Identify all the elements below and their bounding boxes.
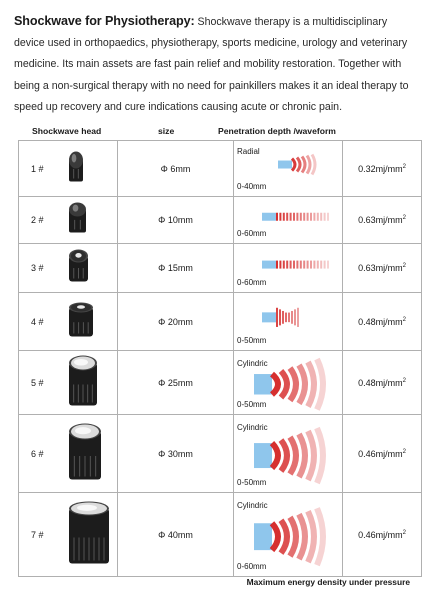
penetration-depth: 0-60mm — [237, 229, 267, 238]
shockwave-head-image — [67, 499, 111, 570]
penetration-depth: 0-60mm — [237, 562, 267, 571]
energy-density: $0.46mj/mm^2$ — [358, 448, 406, 459]
waveform-label: Radial — [237, 147, 260, 156]
head-number: 7 # — [31, 529, 44, 540]
table-row — [19, 141, 422, 197]
shockwave-head-image — [67, 353, 99, 412]
head-size: Φ 20mm — [158, 316, 193, 327]
energy-density: $0.46mj/mm^2$ — [358, 529, 406, 540]
head-size: Φ 6mm — [160, 163, 191, 174]
head-size: Φ 25mm — [158, 377, 193, 388]
waveform-label: Cylindric — [237, 501, 268, 510]
table-row — [19, 197, 422, 244]
table-row — [19, 415, 422, 493]
head-size: Φ 30mm — [158, 448, 193, 459]
energy-density: $0.32mj/mm^2$ — [358, 163, 406, 174]
header-shockwave-head: Shockwave head — [32, 126, 102, 136]
shockwave-head-image — [67, 201, 88, 240]
head-size: Φ 10mm — [158, 215, 193, 225]
head-size: Φ 40mm — [158, 529, 193, 540]
intro-paragraph — [14, 11, 412, 118]
shockwave-head-image — [67, 149, 85, 188]
waveform-label: Cylindric — [237, 423, 268, 432]
waveform-label: Cylindric — [237, 359, 268, 368]
table-row — [19, 244, 422, 293]
intro-text: Shockwave therapy is a multidisciplinary device used in orthopaedics, physiotherapy, sports medicine, urology and veterinary medicine. Its main assets are fast pain relief and mobility restoration. Together with being a non-surgical therapy with no need for painkillers makes it an ideal therapy to speed up recovery and cure indications causing acute or chronic pain. — [14, 16, 409, 113]
penetration-depth: 0-40mm — [237, 182, 267, 191]
head-number: 1 # — [31, 163, 44, 174]
head-number: 5 # — [31, 377, 44, 388]
head-number: 2 # — [31, 215, 44, 225]
footer-note: Maximum energy density under pressure — [246, 577, 410, 587]
penetration-depth: 0-50mm — [237, 400, 267, 409]
penetration-depth: 0-50mm — [237, 478, 267, 487]
table-row — [19, 493, 422, 577]
energy-density: $0.63mj/mm^2$ — [358, 263, 406, 273]
header-size: size — [158, 126, 175, 136]
penetration-depth: 0-50mm — [237, 336, 267, 345]
penetration-depth: 0-60mm — [237, 278, 267, 287]
table-row — [19, 351, 422, 415]
head-number: 4 # — [31, 316, 44, 327]
table-row — [19, 293, 422, 351]
head-number: 6 # — [31, 448, 44, 459]
intro-title: Shockwave for Physiotherapy: — [14, 14, 195, 28]
head-size: Φ 15mm — [158, 263, 193, 273]
shockwave-head-table — [18, 140, 422, 577]
energy-density: $0.48mj/mm^2$ — [358, 316, 406, 327]
header-penetration-depth: Penetration depth /waveform — [218, 126, 336, 136]
shockwave-head-image — [67, 300, 95, 343]
energy-density: $0.48mj/mm^2$ — [358, 377, 406, 388]
shockwave-head-image — [67, 421, 103, 486]
shockwave-head-image — [67, 248, 90, 289]
energy-density: $0.63mj/mm^2$ — [358, 215, 406, 225]
head-number: 3 # — [31, 263, 44, 273]
